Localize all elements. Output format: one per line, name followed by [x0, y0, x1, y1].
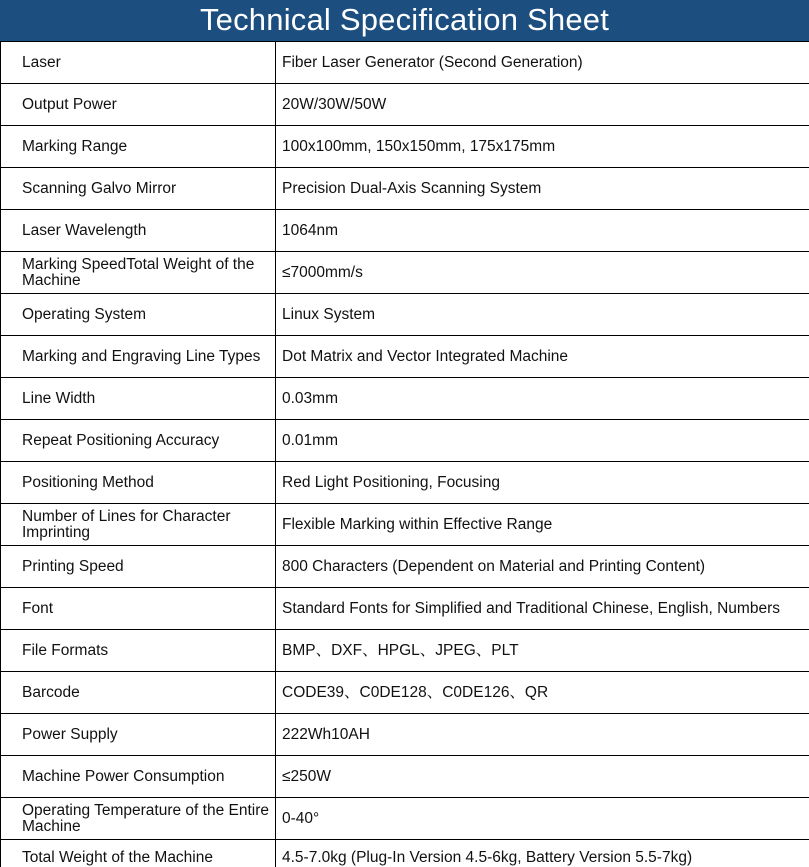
table-row	[1, 420, 809, 462]
spec-value: CODE39、C0DE128、C0DE126、QR	[276, 672, 809, 714]
spec-value: 4.5-7.0kg (Plug-In Version 4.5-6kg, Battery Version 5.5-7kg)	[276, 840, 809, 867]
spec-value: 800 Characters (Dependent on Material and Printing Content)	[276, 546, 809, 588]
spec-value: Fiber Laser Generator (Second Generation)	[276, 42, 809, 84]
spec-value: 20W/30W/50W	[276, 84, 809, 126]
spec-label: Printing Speed	[1, 546, 276, 588]
spec-value: 1064nm	[276, 210, 809, 252]
table-row	[1, 546, 809, 588]
table-row	[1, 210, 809, 252]
spec-label: Line Width	[1, 378, 276, 420]
spec-value: Linux System	[276, 294, 809, 336]
spec-value: Red Light Positioning, Focusing	[276, 462, 809, 504]
spec-label: Scanning Galvo Mirror	[1, 168, 276, 210]
spec-value: ≤250W	[276, 756, 809, 798]
spec-label: Marking SpeedTotal Weight of the Machine	[1, 252, 276, 294]
table-row	[1, 168, 809, 210]
spec-label: Total Weight of the Machine	[1, 840, 276, 867]
table-row	[1, 42, 809, 84]
spec-value: Precision Dual-Axis Scanning System	[276, 168, 809, 210]
table-row	[1, 378, 809, 420]
spec-label: Positioning Method	[1, 462, 276, 504]
table-row	[1, 798, 809, 840]
table-row	[1, 714, 809, 756]
spec-value: 100x100mm, 150x150mm, 175x175mm	[276, 126, 809, 168]
spec-label: Machine Power Consumption	[1, 756, 276, 798]
table-row	[1, 504, 809, 546]
table-row	[1, 462, 809, 504]
spec-label: Barcode	[1, 672, 276, 714]
table-row	[1, 672, 809, 714]
spec-value: ≤7000mm/s	[276, 252, 809, 294]
table-row	[1, 336, 809, 378]
table-row	[1, 294, 809, 336]
spec-label: Laser Wavelength	[1, 210, 276, 252]
spec-label: Font	[1, 588, 276, 630]
table-row	[1, 840, 809, 867]
spec-label: Operating System	[1, 294, 276, 336]
spec-value: 0.03mm	[276, 378, 809, 420]
spec-label: Repeat Positioning Accuracy	[1, 420, 276, 462]
table-row	[1, 126, 809, 168]
spec-label: Power Supply	[1, 714, 276, 756]
spec-label: Operating Temperature of the Entire Machine	[1, 798, 276, 840]
table-row	[1, 588, 809, 630]
spec-value: 222Wh10AH	[276, 714, 809, 756]
table-row	[1, 252, 809, 294]
sheet-title: Technical Specification Sheet	[199, 2, 610, 37]
table-row	[1, 756, 809, 798]
spec-label: Laser	[1, 42, 276, 84]
sheet-header	[0, 0, 809, 41]
spec-value: Flexible Marking within Effective Range	[276, 504, 809, 546]
spec-value: 0-40°	[276, 798, 809, 840]
table-row	[1, 630, 809, 672]
spec-label: File Formats	[1, 630, 276, 672]
table-row	[1, 84, 809, 126]
spec-label: Output Power	[1, 84, 276, 126]
spec-label: Marking Range	[1, 126, 276, 168]
spec-label: Marking and Engraving Line Types	[1, 336, 276, 378]
spec-table	[0, 41, 809, 867]
spec-value: BMP、DXF、HPGL、JPEG、PLT	[276, 630, 809, 672]
spec-label: Number of Lines for Character Imprinting	[1, 504, 276, 546]
spec-value: 0.01mm	[276, 420, 809, 462]
spec-value: Standard Fonts for Simplified and Traditional Chinese, English, Numbers	[276, 588, 809, 630]
spec-value: Dot Matrix and Vector Integrated Machine	[276, 336, 809, 378]
